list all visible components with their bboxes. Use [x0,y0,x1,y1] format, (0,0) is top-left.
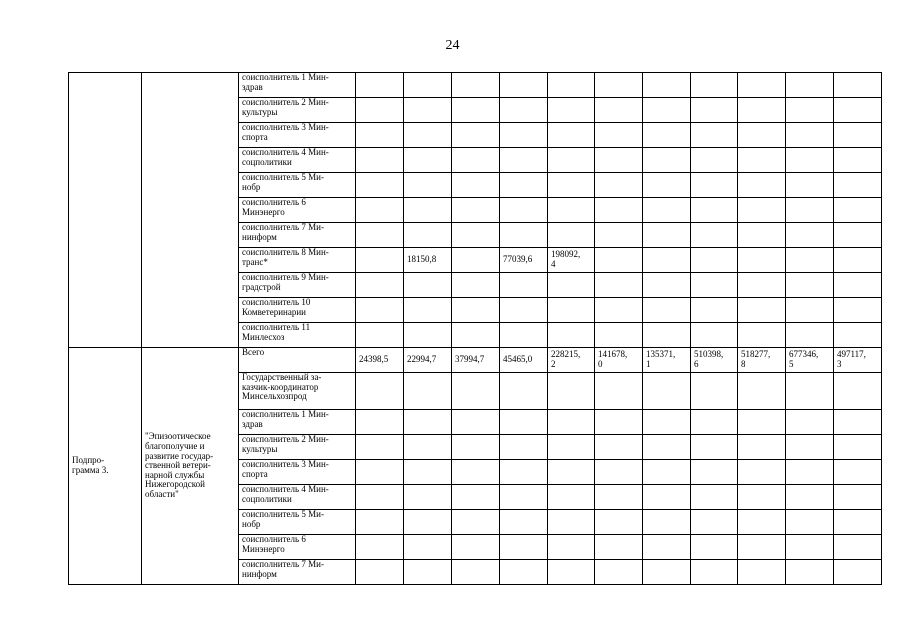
value-cell [786,373,834,410]
value-cell [834,223,882,248]
value-cell [691,273,738,298]
value-cell [834,173,882,198]
value-cell [643,560,691,585]
value-cell [500,223,548,248]
value-cell [786,435,834,460]
value-cell [595,98,643,123]
value-cell [834,435,882,460]
value-cell [404,223,452,248]
value-cell [356,248,404,273]
value-cell [404,323,452,348]
value-cell [452,535,500,560]
value-cell [691,535,738,560]
value-cell [738,123,786,148]
value-cell [595,510,643,535]
value-cell [691,460,738,485]
value-cell [452,223,500,248]
upper-section [69,73,882,348]
value-cell [356,410,404,435]
value-cell [595,373,643,410]
value-cell [786,460,834,485]
value-cell [548,410,595,435]
value-cell [643,298,691,323]
value-cell [595,435,643,460]
value-cell [643,373,691,410]
subprogram-name: "Эпизоотическое благополучие и развитие государ- ственной ветери- нарной службы Нижегородской области" [142,348,239,585]
value-cell: 497117, 3 [834,348,882,373]
value-cell [738,410,786,435]
value-cell [691,148,738,173]
value-cell [643,510,691,535]
value-cell [834,298,882,323]
value-cell [834,460,882,485]
value-cell [834,510,882,535]
value-cell [404,435,452,460]
value-cell: 228215, 2 [548,348,595,373]
value-cell [595,148,643,173]
value-cell [500,535,548,560]
value-cell [738,460,786,485]
value-cell [834,410,882,435]
value-cell [595,323,643,348]
value-cell [691,373,738,410]
value-cell [691,560,738,585]
value-cell [643,173,691,198]
value-cell [595,273,643,298]
value-cell [452,323,500,348]
value-cell [738,198,786,223]
value-cell [643,535,691,560]
value-cell [356,198,404,223]
value-cell: 677346, 5 [786,348,834,373]
value-cell [595,535,643,560]
value-cell [786,198,834,223]
value-cell [738,435,786,460]
value-cell [738,173,786,198]
value-cell [404,98,452,123]
value-cell [452,410,500,435]
value-cell [548,173,595,198]
value-cell [643,223,691,248]
value-cell [500,123,548,148]
value-cell [500,560,548,585]
value-cell [738,273,786,298]
value-cell [786,98,834,123]
value-cell [691,223,738,248]
row-label: соисполнитель 6 Минэнерго [239,535,356,560]
value-cell [691,198,738,223]
value-cell [500,460,548,485]
row-label: Государственный за- казчик-координатор Минсельхозпрод [239,373,356,410]
value-cell [452,273,500,298]
blank-cell [69,73,142,348]
value-cell [834,98,882,123]
value-cell [356,560,404,585]
value-cell [548,435,595,460]
value-cell [356,323,404,348]
value-cell [356,148,404,173]
value-cell [500,148,548,173]
row-label: соисполнитель 9 Мин- градстрой [239,273,356,298]
value-cell [834,73,882,98]
subprogram-type: Подпро- грамма 3. [69,348,142,585]
value-cell [404,148,452,173]
value-cell [834,248,882,273]
value-cell [786,223,834,248]
value-cell [643,248,691,273]
page-number: 24 [445,38,460,53]
value-cell [834,560,882,585]
value-cell [738,510,786,535]
value-cell [643,73,691,98]
row-label: соисполнитель 2 Мин- культуры [239,435,356,460]
value-cell [834,123,882,148]
value-cell [548,510,595,535]
value-cell [595,560,643,585]
value-cell: 22994,7 [404,348,452,373]
value-cell [738,73,786,98]
value-cell [595,248,643,273]
value-cell [643,460,691,485]
value-cell [691,323,738,348]
value-cell: 77039,6 [500,248,548,273]
value-cell [643,273,691,298]
value-cell [691,435,738,460]
value-cell [786,510,834,535]
value-cell [834,198,882,223]
value-cell [786,148,834,173]
row-label: соисполнитель 1 Мин- здрав [239,410,356,435]
value-cell [500,298,548,323]
value-cell [643,323,691,348]
value-cell [738,248,786,273]
value-cell [500,410,548,435]
row-label: соисполнитель 2 Мин- культуры [239,98,356,123]
row-label: соисполнитель 8 Мин- транс* [239,248,356,273]
value-cell [786,323,834,348]
value-cell [691,248,738,273]
value-cell [404,198,452,223]
value-cell: 198092, 4 [548,248,595,273]
value-cell [356,223,404,248]
value-cell [500,173,548,198]
value-cell [500,98,548,123]
value-cell [356,98,404,123]
value-cell [548,560,595,585]
value-cell [404,173,452,198]
value-cell [738,223,786,248]
value-cell [452,560,500,585]
value-cell [404,460,452,485]
row-label: Всего [239,348,356,373]
value-cell [786,560,834,585]
value-cell [548,460,595,485]
value-cell [500,273,548,298]
value-cell: 510398, 6 [691,348,738,373]
row-label: соисполнитель 3 Мин- спорта [239,123,356,148]
value-cell [834,323,882,348]
value-cell [356,485,404,510]
value-cell [834,273,882,298]
value-cell [738,535,786,560]
value-cell [643,123,691,148]
value-cell [548,298,595,323]
row-label: соисполнитель 1 Мин- здрав [239,73,356,98]
value-cell [595,223,643,248]
value-cell [452,460,500,485]
table-row [69,348,882,373]
value-cell [595,73,643,98]
value-cell [548,535,595,560]
value-cell [452,173,500,198]
row-label: соисполнитель 10 Комветеринарии [239,298,356,323]
value-cell [786,273,834,298]
value-cell [548,148,595,173]
subprogram-3-section [69,348,882,585]
table-row [69,73,882,98]
value-cell [834,485,882,510]
value-cell [738,373,786,410]
value-cell [548,98,595,123]
value-cell [452,435,500,460]
value-cell [548,198,595,223]
value-cell [738,560,786,585]
value-cell [786,535,834,560]
row-label: соисполнитель 7 Ми- нинформ [239,560,356,585]
value-cell [834,535,882,560]
row-label: соисполнитель 5 Ми- нобр [239,173,356,198]
value-cell [452,73,500,98]
value-cell [548,73,595,98]
value-cell [404,535,452,560]
value-cell [500,323,548,348]
value-cell [356,535,404,560]
value-cell [643,98,691,123]
value-cell [404,373,452,410]
value-cell [834,148,882,173]
value-cell [691,123,738,148]
value-cell [595,173,643,198]
value-cell [548,323,595,348]
value-cell [452,123,500,148]
value-cell [500,198,548,223]
value-cell [738,298,786,323]
value-cell [738,485,786,510]
value-cell [786,173,834,198]
value-cell: 135371, 1 [643,348,691,373]
value-cell [404,510,452,535]
value-cell [738,148,786,173]
value-cell [452,198,500,223]
value-cell [786,410,834,435]
value-cell [643,198,691,223]
value-cell [404,410,452,435]
value-cell [548,223,595,248]
row-label: соисполнитель 3 Мин- спорта [239,460,356,485]
value-cell [452,373,500,410]
value-cell [404,273,452,298]
value-cell: 37994,7 [452,348,500,373]
value-cell [500,485,548,510]
value-cell [356,510,404,535]
value-cell [452,485,500,510]
value-cell [595,298,643,323]
value-cell [548,373,595,410]
value-cell [452,98,500,123]
value-cell [643,435,691,460]
value-cell [595,410,643,435]
row-label: соисполнитель 6 Минэнерго [239,198,356,223]
value-cell [738,323,786,348]
row-label: соисполнитель 4 Мин- соцполитики [239,485,356,510]
value-cell [500,510,548,535]
value-cell [548,273,595,298]
value-cell [548,123,595,148]
value-cell [548,485,595,510]
value-cell [691,298,738,323]
value-cell: 18150,8 [404,248,452,273]
value-cell [356,73,404,98]
value-cell [452,510,500,535]
value-cell [595,460,643,485]
value-cell [356,123,404,148]
row-label: соисполнитель 4 Мин- соцполитики [239,148,356,173]
value-cell [356,460,404,485]
value-cell [356,435,404,460]
value-cell [500,373,548,410]
value-cell [404,485,452,510]
value-cell [786,248,834,273]
value-cell [834,373,882,410]
value-cell [595,198,643,223]
value-cell [356,298,404,323]
value-cell [356,373,404,410]
value-cell [356,173,404,198]
value-cell [643,148,691,173]
row-label: соисполнитель 7 Ми- нинформ [239,223,356,248]
value-cell [595,485,643,510]
value-cell [738,98,786,123]
budget-table [68,72,882,585]
value-cell [356,273,404,298]
value-cell: 141678, 0 [595,348,643,373]
blank-cell [142,73,239,348]
value-cell [691,510,738,535]
value-cell [691,98,738,123]
value-cell [643,410,691,435]
value-cell [786,73,834,98]
value-cell: 45465,0 [500,348,548,373]
value-cell [500,73,548,98]
value-cell [595,123,643,148]
value-cell [404,298,452,323]
value-cell [786,123,834,148]
value-cell [786,485,834,510]
value-cell [691,485,738,510]
value-cell [691,410,738,435]
value-cell [404,73,452,98]
value-cell: 24398,5 [356,348,404,373]
value-cell [643,485,691,510]
value-cell [452,298,500,323]
value-cell [452,248,500,273]
row-label: соисполнитель 5 Ми- нобр [239,510,356,535]
value-cell [691,73,738,98]
value-cell: 518277, 8 [738,348,786,373]
row-label: соисполнитель 11 Минлесхоз [239,323,356,348]
value-cell [404,123,452,148]
value-cell [500,435,548,460]
value-cell [404,560,452,585]
value-cell [691,173,738,198]
value-cell [452,148,500,173]
value-cell [786,298,834,323]
